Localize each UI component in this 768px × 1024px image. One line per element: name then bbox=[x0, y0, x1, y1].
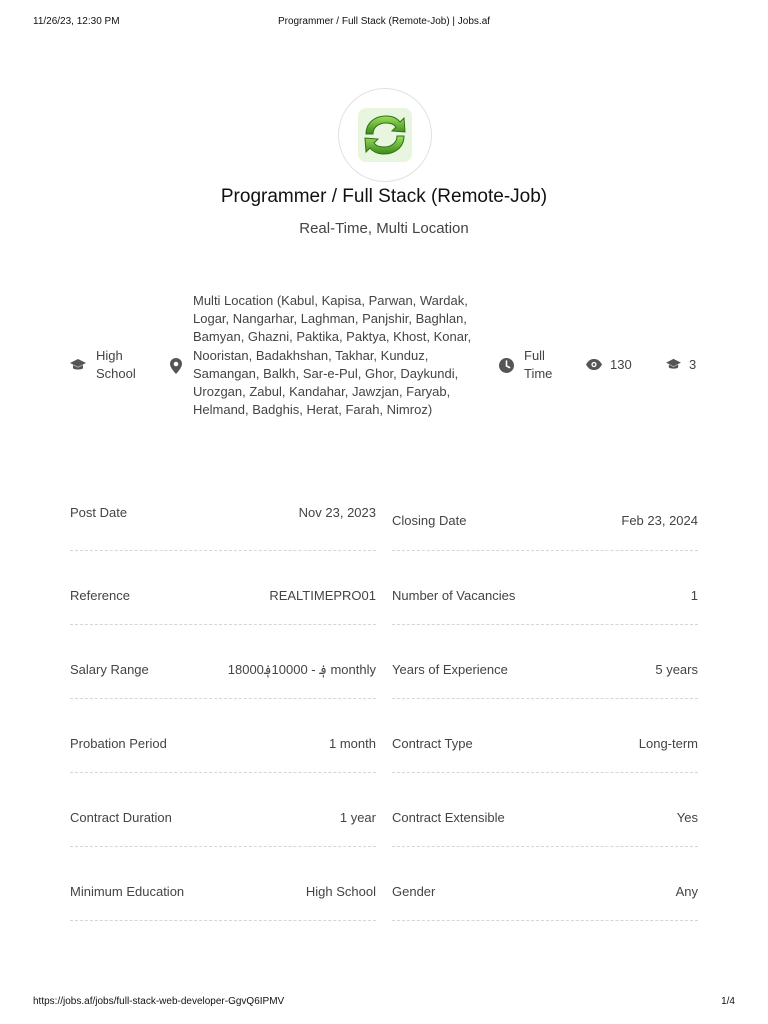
detail-value: REALTIMEPRO01 bbox=[269, 588, 376, 603]
detail-label: Post Date bbox=[70, 505, 128, 520]
education-meta bbox=[70, 347, 136, 383]
eye-icon bbox=[586, 359, 602, 370]
applicants-meta bbox=[666, 357, 696, 372]
detail-value: High School bbox=[305, 884, 376, 899]
detail-label: Contract Type bbox=[392, 736, 473, 751]
detail-label: Gender bbox=[392, 884, 436, 899]
detail-value: 1 month bbox=[329, 736, 376, 751]
job-type-meta bbox=[499, 347, 552, 383]
views-count: 130 bbox=[610, 357, 632, 372]
job-type-line2: Time bbox=[524, 366, 553, 381]
detail-label: Number of Vacancies bbox=[392, 588, 516, 603]
education-line1: High bbox=[96, 348, 123, 363]
refresh-arrows-logo bbox=[354, 104, 416, 166]
detail-contract-extensible bbox=[392, 790, 698, 847]
detail-contract-duration bbox=[70, 790, 376, 847]
detail-probation-period bbox=[70, 716, 376, 773]
detail-value: Nov 23, 2023 bbox=[298, 505, 376, 520]
detail-minimum-education bbox=[70, 864, 376, 921]
detail-contract-type bbox=[392, 716, 698, 773]
job-type-line1: Full bbox=[524, 348, 545, 363]
print-url: https://jobs.af/jobs/full-stack-web-developer-GgvQ6IPMV bbox=[33, 996, 285, 1007]
detail-value: Yes bbox=[676, 810, 698, 825]
detail-value: Any bbox=[675, 884, 698, 899]
print-page-number: 1/4 bbox=[721, 996, 735, 1007]
detail-label: Salary Range bbox=[70, 662, 149, 677]
detail-gender bbox=[392, 864, 698, 921]
applicants-count: 3 bbox=[689, 357, 697, 372]
company-logo bbox=[338, 88, 432, 182]
company-name: Real-Time, Multi Location bbox=[299, 220, 469, 237]
applicants-cap-icon bbox=[666, 358, 681, 371]
detail-number-of-vacancies bbox=[392, 568, 698, 625]
print-title: Programmer / Full Stack (Remote-Job) | Jobs.af bbox=[277, 16, 491, 27]
detail-reference bbox=[70, 568, 376, 625]
detail-label: Years of Experience bbox=[392, 662, 508, 677]
clock-icon bbox=[499, 358, 514, 373]
detail-value: 5 years bbox=[655, 662, 698, 677]
print-date: 11/26/23, 12:30 PM bbox=[33, 16, 120, 27]
detail-post-date bbox=[70, 494, 376, 551]
detail-label: Reference bbox=[70, 588, 130, 603]
detail-salary-range bbox=[70, 642, 376, 699]
education-line2: School bbox=[96, 366, 136, 381]
detail-value: 18000؋ - 10000؋ monthly bbox=[227, 662, 376, 677]
detail-years-of-experience bbox=[392, 642, 698, 699]
detail-closing-date bbox=[392, 494, 698, 551]
detail-label: Closing Date bbox=[392, 513, 467, 528]
detail-label: Contract Extensible bbox=[392, 810, 505, 825]
detail-label: Minimum Education bbox=[70, 884, 185, 899]
job-meta-row bbox=[70, 292, 700, 442]
detail-value: 1 bbox=[690, 588, 698, 603]
map-pin-icon bbox=[170, 358, 182, 374]
job-title: Programmer / Full Stack (Remote-Job) bbox=[220, 186, 548, 207]
views-meta bbox=[586, 357, 632, 372]
location-text: Multi Location (Kabul, Kapisa, Parwan, Wardak, Logar, Nangarhar, Laghman, Panjshir, Baghlan, Bamyan, Ghazni, Paktika, Paktya, Khost, Konar, Nooristan, Badakhshan, Takhar, Kunduz, Samangan, Balkh, Sar-e-Pul, Ghor, Daykundi, Urozgan, Zabul, Kandahar, Jawzjan, Faryab, Helmand, Badghis, Herat, Farah, Nimroz) bbox=[193, 293, 472, 418]
graduation-cap-icon bbox=[70, 358, 86, 372]
detail-label: Probation Period bbox=[70, 736, 167, 751]
detail-label: Contract Duration bbox=[70, 810, 172, 825]
location-meta-icon-wrap bbox=[170, 358, 182, 374]
detail-value: Feb 23, 2024 bbox=[621, 513, 698, 528]
detail-value: Long-term bbox=[638, 736, 698, 751]
detail-value: 1 year bbox=[339, 810, 376, 825]
